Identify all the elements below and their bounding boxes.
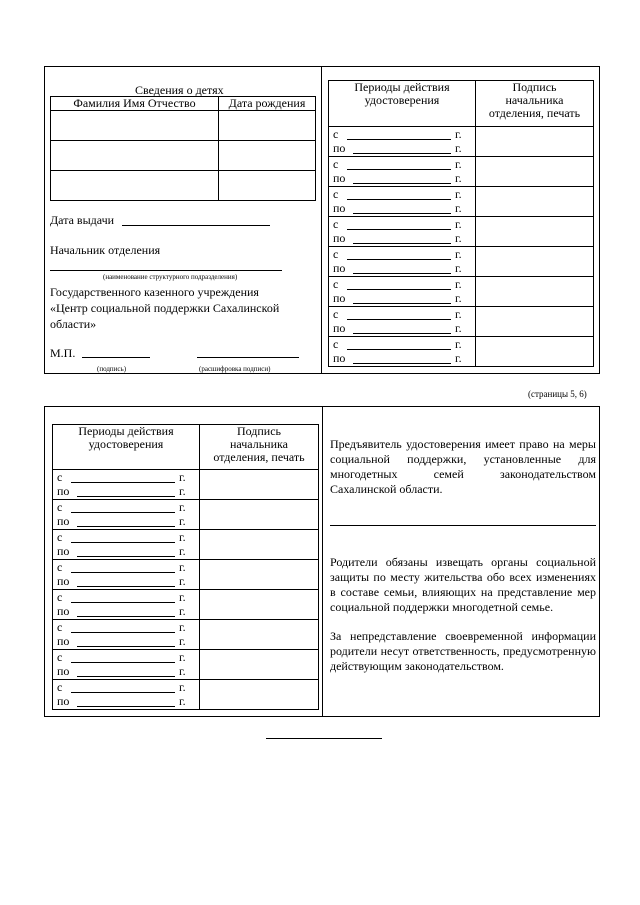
- year-label: г.: [179, 484, 186, 498]
- period-row: [329, 217, 594, 247]
- to-label: по: [333, 351, 346, 365]
- to-label: по: [333, 141, 346, 155]
- year-label: г.: [455, 127, 462, 141]
- year-label: г.: [455, 351, 462, 365]
- period-dates: [329, 187, 475, 216]
- periods-col-sign-line1: Подпись: [512, 80, 557, 94]
- to-label: по: [333, 171, 346, 185]
- from-date-line[interactable]: [71, 542, 175, 543]
- period-row: [329, 127, 594, 157]
- period-signature-cell[interactable]: [200, 530, 319, 560]
- period-dates: [329, 217, 475, 246]
- period-dates: [329, 307, 475, 336]
- period-dates: [53, 560, 199, 589]
- children-header-row: [51, 97, 316, 111]
- to-label: по: [333, 261, 346, 275]
- from-label: с: [57, 650, 63, 664]
- children-title: Сведения о детях: [135, 83, 224, 97]
- to-label: по: [333, 321, 346, 335]
- periods-col-sign: [476, 81, 594, 127]
- year-label: г.: [179, 544, 186, 558]
- from-date-line[interactable]: [347, 229, 451, 230]
- period-dates-cell[interactable]: [53, 500, 200, 530]
- periods-header-row: [329, 81, 594, 127]
- from-label: с: [333, 307, 339, 321]
- to-label: по: [57, 634, 70, 648]
- period-signature-cell[interactable]: [476, 217, 594, 247]
- period-dates-cell[interactable]: [53, 470, 200, 500]
- to-date-line[interactable]: [353, 153, 451, 154]
- head-label: Начальник отделения: [50, 243, 161, 257]
- year-label: г.: [455, 157, 462, 171]
- stamp-label: М.П.: [50, 346, 76, 360]
- to-label: по: [57, 664, 70, 678]
- org-line1: Государственного казенного учреждения: [50, 285, 259, 299]
- child-birth-cell[interactable]: [219, 111, 316, 141]
- period-dates-cell[interactable]: [329, 217, 476, 247]
- period-row: [329, 157, 594, 187]
- period-dates-cell[interactable]: [53, 530, 200, 560]
- year-label: г.: [179, 574, 186, 588]
- period-dates: [53, 650, 199, 679]
- to-date-line[interactable]: [77, 676, 175, 677]
- period-dates: [53, 620, 199, 649]
- period-signature-cell[interactable]: [476, 277, 594, 307]
- to-label: по: [57, 544, 70, 558]
- from-label: с: [57, 470, 63, 484]
- periods-table-top: [328, 80, 594, 367]
- period-signature-cell[interactable]: [200, 560, 319, 590]
- periods-header-row: [53, 425, 319, 470]
- year-label: г.: [179, 680, 186, 694]
- from-label: с: [333, 127, 339, 141]
- periods-col-period-line2: удостоверения: [88, 437, 164, 451]
- issue-date-label: Дата выдачи: [50, 213, 115, 227]
- from-date-line[interactable]: [347, 169, 451, 170]
- period-signature-cell[interactable]: [476, 337, 594, 367]
- decode-line[interactable]: [197, 357, 299, 358]
- from-date-line[interactable]: [347, 349, 451, 350]
- from-label: с: [333, 277, 339, 291]
- year-label: г.: [455, 217, 462, 231]
- to-label: по: [333, 201, 346, 215]
- year-label: г.: [455, 277, 462, 291]
- from-date-line[interactable]: [347, 259, 451, 260]
- period-dates: [329, 247, 475, 276]
- periods-col-sign-line2: начальника: [505, 93, 564, 107]
- period-dates-cell[interactable]: [329, 127, 476, 157]
- period-dates-cell[interactable]: [329, 307, 476, 337]
- period-dates-cell[interactable]: [53, 590, 200, 620]
- period-dates-cell[interactable]: [329, 187, 476, 217]
- children-col-name: Фамилия Имя Отчество: [51, 97, 219, 111]
- from-label: с: [57, 590, 63, 604]
- from-label: с: [333, 157, 339, 171]
- period-dates-cell[interactable]: [53, 560, 200, 590]
- to-date-line[interactable]: [77, 616, 175, 617]
- signature-caption: (подпись): [97, 365, 127, 373]
- period-dates-cell[interactable]: [53, 680, 200, 710]
- child-birth-cell[interactable]: [219, 171, 316, 201]
- period-row: [329, 307, 594, 337]
- issue-date-line[interactable]: [122, 225, 270, 226]
- child-name-cell[interactable]: [51, 141, 219, 171]
- year-label: г.: [179, 590, 186, 604]
- from-date-line[interactable]: [71, 662, 175, 663]
- year-label: г.: [179, 470, 186, 484]
- from-date-line[interactable]: [347, 139, 451, 140]
- child-name-cell[interactable]: [51, 111, 219, 141]
- period-row: [53, 590, 319, 620]
- year-label: г.: [179, 500, 186, 514]
- card-top-divider: [321, 67, 322, 373]
- period-row: [53, 560, 319, 590]
- year-label: г.: [179, 634, 186, 648]
- period-row: [53, 470, 319, 500]
- pages-note: (страницы 5, 6): [528, 389, 587, 399]
- children-row: [51, 111, 316, 141]
- to-date-line[interactable]: [77, 526, 175, 527]
- period-signature-cell[interactable]: [200, 620, 319, 650]
- to-date-line[interactable]: [353, 303, 451, 304]
- footer-line: [266, 738, 382, 739]
- to-label: по: [57, 484, 70, 498]
- period-dates: [329, 337, 475, 366]
- to-label: по: [57, 514, 70, 528]
- unit-line[interactable]: [50, 270, 282, 271]
- period-signature-cell[interactable]: [200, 650, 319, 680]
- year-label: г.: [455, 307, 462, 321]
- year-label: г.: [455, 261, 462, 275]
- to-date-line[interactable]: [77, 586, 175, 587]
- children-row: [51, 171, 316, 201]
- from-label: с: [57, 500, 63, 514]
- from-date-line[interactable]: [347, 319, 451, 320]
- to-date-line[interactable]: [77, 556, 175, 557]
- period-row: [329, 187, 594, 217]
- from-label: с: [57, 530, 63, 544]
- year-label: г.: [455, 171, 462, 185]
- year-label: г.: [179, 650, 186, 664]
- from-date-line[interactable]: [71, 602, 175, 603]
- period-signature-cell[interactable]: [200, 590, 319, 620]
- period-row: [53, 650, 319, 680]
- year-label: г.: [455, 187, 462, 201]
- periods-col-period-line2: удостоверения: [364, 93, 440, 107]
- child-name-cell[interactable]: [51, 171, 219, 201]
- rights-text: Предъявитель удостоверения имеет право на меры социальной поддержки, установленные для многодетных семей законодательством Сахалинской области.: [330, 437, 596, 496]
- from-label: с: [333, 337, 339, 351]
- children-col-birth: Дата рождения: [219, 97, 316, 111]
- period-signature-cell[interactable]: [476, 307, 594, 337]
- from-date-line[interactable]: [347, 289, 451, 290]
- year-label: г.: [455, 337, 462, 351]
- period-dates: [53, 470, 199, 499]
- to-date-line[interactable]: [353, 243, 451, 244]
- year-label: г.: [455, 321, 462, 335]
- periods-col-sign-line2: начальника: [229, 437, 288, 451]
- to-date-line[interactable]: [353, 363, 451, 364]
- period-row: [53, 530, 319, 560]
- year-label: г.: [179, 694, 186, 708]
- periods-col-period-line1: Периоды действия: [354, 80, 450, 94]
- period-row: [329, 277, 594, 307]
- to-label: по: [57, 694, 70, 708]
- duty-text-2: За непредставление своевременной информации родители несут ответственность, предусмотренную действующим законодательством.: [330, 629, 596, 673]
- period-row: [329, 337, 594, 367]
- to-label: по: [333, 291, 346, 305]
- unit-caption: (наименование структурного подразделения): [103, 273, 238, 281]
- period-dates-cell[interactable]: [329, 337, 476, 367]
- year-label: г.: [179, 560, 186, 574]
- period-dates-cell[interactable]: [329, 247, 476, 277]
- period-dates: [329, 157, 475, 186]
- org-line3: области»: [50, 317, 97, 331]
- to-date-line[interactable]: [77, 496, 175, 497]
- to-date-line[interactable]: [353, 213, 451, 214]
- year-label: г.: [179, 604, 186, 618]
- period-dates-cell[interactable]: [53, 650, 200, 680]
- period-dates: [53, 530, 199, 559]
- from-label: с: [57, 620, 63, 634]
- to-date-line[interactable]: [77, 646, 175, 647]
- children-table: [50, 96, 316, 201]
- period-signature-cell[interactable]: [476, 247, 594, 277]
- year-label: г.: [179, 514, 186, 528]
- period-row: [53, 680, 319, 710]
- periods-table-bottom: [52, 424, 319, 710]
- periods-col-period-line1: Периоды действия: [78, 424, 174, 438]
- period-signature-cell[interactable]: [200, 680, 319, 710]
- period-dates-cell[interactable]: [329, 277, 476, 307]
- to-label: по: [57, 574, 70, 588]
- to-label: по: [333, 231, 346, 245]
- year-label: г.: [179, 620, 186, 634]
- decode-caption: (расшифровка подписи): [199, 365, 271, 373]
- year-label: г.: [455, 291, 462, 305]
- period-row: [53, 500, 319, 530]
- periods-col-sign: [200, 425, 319, 470]
- from-label: с: [333, 187, 339, 201]
- year-label: г.: [455, 231, 462, 245]
- period-dates-cell[interactable]: [53, 620, 200, 650]
- period-signature-cell[interactable]: [200, 500, 319, 530]
- year-label: г.: [179, 530, 186, 544]
- from-date-line[interactable]: [71, 512, 175, 513]
- from-date-line[interactable]: [71, 692, 175, 693]
- org-line2: «Центр социальной поддержки Сахалинской: [50, 301, 280, 315]
- from-date-line[interactable]: [71, 632, 175, 633]
- periods-col-sign-line3: отделения, печать: [488, 106, 581, 120]
- from-label: с: [57, 560, 63, 574]
- from-date-line[interactable]: [71, 572, 175, 573]
- period-dates: [53, 680, 199, 709]
- from-date-line[interactable]: [347, 199, 451, 200]
- to-date-line[interactable]: [77, 706, 175, 707]
- periods-col-period: [329, 81, 476, 127]
- period-dates: [329, 127, 475, 156]
- periods-col-sign-line1: Подпись: [236, 424, 282, 438]
- to-date-line[interactable]: [353, 333, 451, 334]
- child-birth-cell[interactable]: [219, 141, 316, 171]
- periods-col-period: [53, 425, 200, 470]
- year-label: г.: [455, 247, 462, 261]
- year-label: г.: [179, 664, 186, 678]
- period-row: [329, 247, 594, 277]
- card-bottom: [44, 406, 600, 717]
- duty-text-1: Родители обязаны извещать органы социальной защиты по месту жительства обо всех изменениях в составе семьи, влияющих на представление мер социальной поддержки многодетной семье.: [330, 555, 596, 614]
- period-signature-cell[interactable]: [476, 127, 594, 157]
- to-label: по: [57, 604, 70, 618]
- period-signature-cell[interactable]: [476, 187, 594, 217]
- periods-col-sign-line3: отделения, печать: [213, 450, 305, 464]
- from-label: с: [57, 680, 63, 694]
- signature-line[interactable]: [82, 357, 150, 358]
- to-date-line[interactable]: [353, 273, 451, 274]
- period-row: [53, 620, 319, 650]
- children-row: [51, 141, 316, 171]
- period-dates: [53, 500, 199, 529]
- period-dates: [53, 590, 199, 619]
- card-top: [44, 66, 600, 374]
- card-bottom-divider: [322, 407, 323, 716]
- period-signature-cell[interactable]: [200, 470, 319, 500]
- to-date-line[interactable]: [353, 183, 451, 184]
- year-label: г.: [455, 201, 462, 215]
- period-signature-cell[interactable]: [476, 157, 594, 187]
- period-dates: [329, 277, 475, 306]
- from-label: с: [333, 217, 339, 231]
- separator-line: [330, 525, 596, 526]
- period-dates-cell[interactable]: [329, 157, 476, 187]
- from-label: с: [333, 247, 339, 261]
- year-label: г.: [455, 141, 462, 155]
- from-date-line[interactable]: [71, 482, 175, 483]
